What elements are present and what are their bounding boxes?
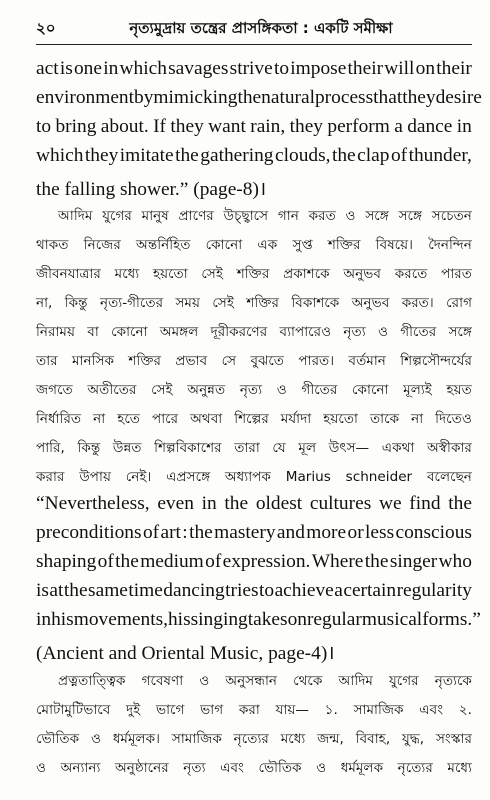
body-line: মোটামুটিভাবে দুই ভাগে ভাগ করা যায়— ১. সামাজিক এবং ২. [36,702,472,718]
body-line: which they imitate the gathering clouds, the clap of thunder, [36,145,472,166]
body-line: জীবনযাত্রার মধ্যে হয়তো সেই শক্তির প্রকাশকে অনুভব করতে পারত [36,266,472,282]
body-line: থাকত নিজের অন্তর্নিহিত কোনো এক সুপ্ত শক্তির বিষয়ে। দৈনন্দিন [36,237,472,253]
quote-line: preconditions of art : the mastery and more or less conscious [36,522,472,543]
quote-line: “Nevertheless, even in the oldest cultures we find the [36,493,472,514]
paragraph-first-line: আদিম যুগের মানুষ প্রাণের উচ্ছ্বাসে গান করত ও সঙ্গে সঙ্গে সচেতন [58,208,472,224]
body-line: ও অন্যান্য অনুষ্ঠানের নৃত্য এবং ভৌতিক ও ধর্মমূলক নৃত্যের মধ্যে [36,760,472,776]
body-line: environment by mimicking the natural process that they desire [36,87,482,108]
body-line: নিরাময় বা কোনো অমঙ্গল দূরীকরণের ব্যাপারেও নৃত্য ও গীতের সঙ্গে [36,324,472,340]
body-line: to bring about. If they want rain, they perform a dance in [36,116,472,137]
page-number: ২০ [36,18,56,37]
paragraph-first-line: প্রত্নতাত্ত্বিক গবেষণা ও অনুসন্ধান থেকে আদিম যুগের নৃত্যকে [58,673,472,689]
running-header [36,16,476,42]
body-line: পারি, কিন্তু উন্নত শিল্পবিকাশের তারা যে মূল উৎস— একথা অস্বীকার [36,440,472,456]
quote-line: in his movements, his singing takes on regular musical forms.” [36,609,481,630]
header-rule [36,44,472,45]
body-line: act is one in which savages strive to impose their will on their [36,58,472,79]
quote-line: shaping of the medium of expression. Where the singer who [36,551,472,572]
body-line: নির্ধারিত না হতে পারে অথবা শিল্পের মর্যাদা হয়তো তাকে না দিতেও [36,411,472,427]
body-line: না, কিন্তু নৃত্য-গীতের সময় সেই শক্তির বিকাশকে অনুভব করত। রোগ [36,295,472,311]
body-line: ভৌতিক ও ধর্মমূলক। সামাজিক নৃত্যের মধ্যে জন্ম, বিবাহ, যুদ্ধ, সংস্কার [36,731,472,747]
body-line: জগতে অতীতের সেই অনুন্নত নৃত্য ও গীতের কোনো মূল্যই হয়ত [36,382,472,398]
quote-line: is at the same time dancing tries to achieve a certain regularity [36,580,472,601]
running-title: নৃত্যমুদ্রায় তন্ত্রের প্রাসঙ্গিকতা : একটি সমীক্ষা [129,18,393,37]
citation-line: (Ancient and Oriental Music, page-4)। [36,643,335,664]
body-line: করার উপায় নেই। এপ্রসঙ্গে অধ্যাপক Marius schneider বলেছেন [36,469,472,485]
body-line: তার মানসিক শক্তির প্রভাব সে বুঝতে পারত। বর্তমান শিল্পসৌন্দর্যের [36,353,472,369]
body-line: the falling shower.” (page-8)। [36,179,267,200]
